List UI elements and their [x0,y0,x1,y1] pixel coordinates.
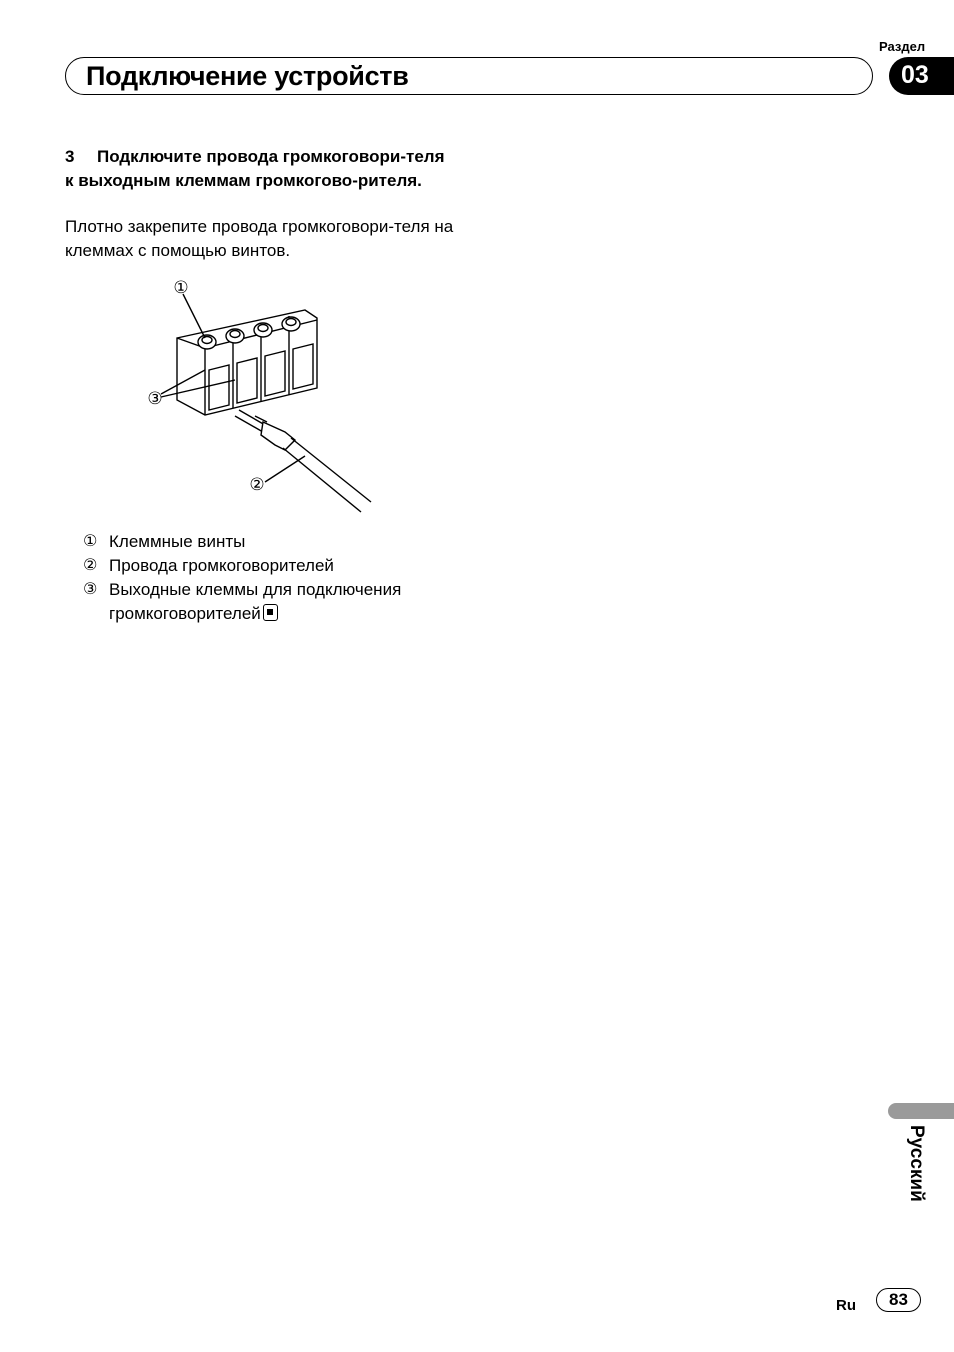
legend-number: ③ [83,581,98,598]
legend-item [83,578,463,626]
step-heading [65,145,455,193]
callout-2: ② [249,475,265,495]
step-number: 3 [65,147,75,166]
legend-item [83,554,463,578]
legend-text: Выходные клеммы для подключения громкоговорителей [109,580,402,623]
legend-text: Провода громкоговорителей [109,556,334,575]
speaker-terminal-illustration [135,270,385,520]
page-title-bar [65,57,873,95]
page-title: Подключение устройств [86,61,409,91]
legend-number: ① [83,533,98,550]
chapter-number: 03 [901,61,929,89]
body-text: Плотно закрепите провода громкоговори-теля на клеммах с помощью винтов. [65,217,454,260]
page-number: 83 [876,1288,921,1312]
language-label: Русский [906,1125,927,1202]
end-of-section-icon [263,604,278,621]
chapter-tab [889,57,954,95]
callout-3: ③ [147,389,163,409]
legend-text: Клеммные винты [109,532,246,551]
figure-legend [83,530,463,626]
section-label: Раздел [879,39,926,54]
step-text: Подключите провода громкоговори-теля к выходным клеммам громкогово-рителя. [65,147,445,190]
language-code: Ru [836,1297,856,1314]
language-tab [888,1103,954,1119]
callout-1: ① [173,278,189,298]
legend-item [83,530,463,554]
legend-number: ② [83,557,98,574]
